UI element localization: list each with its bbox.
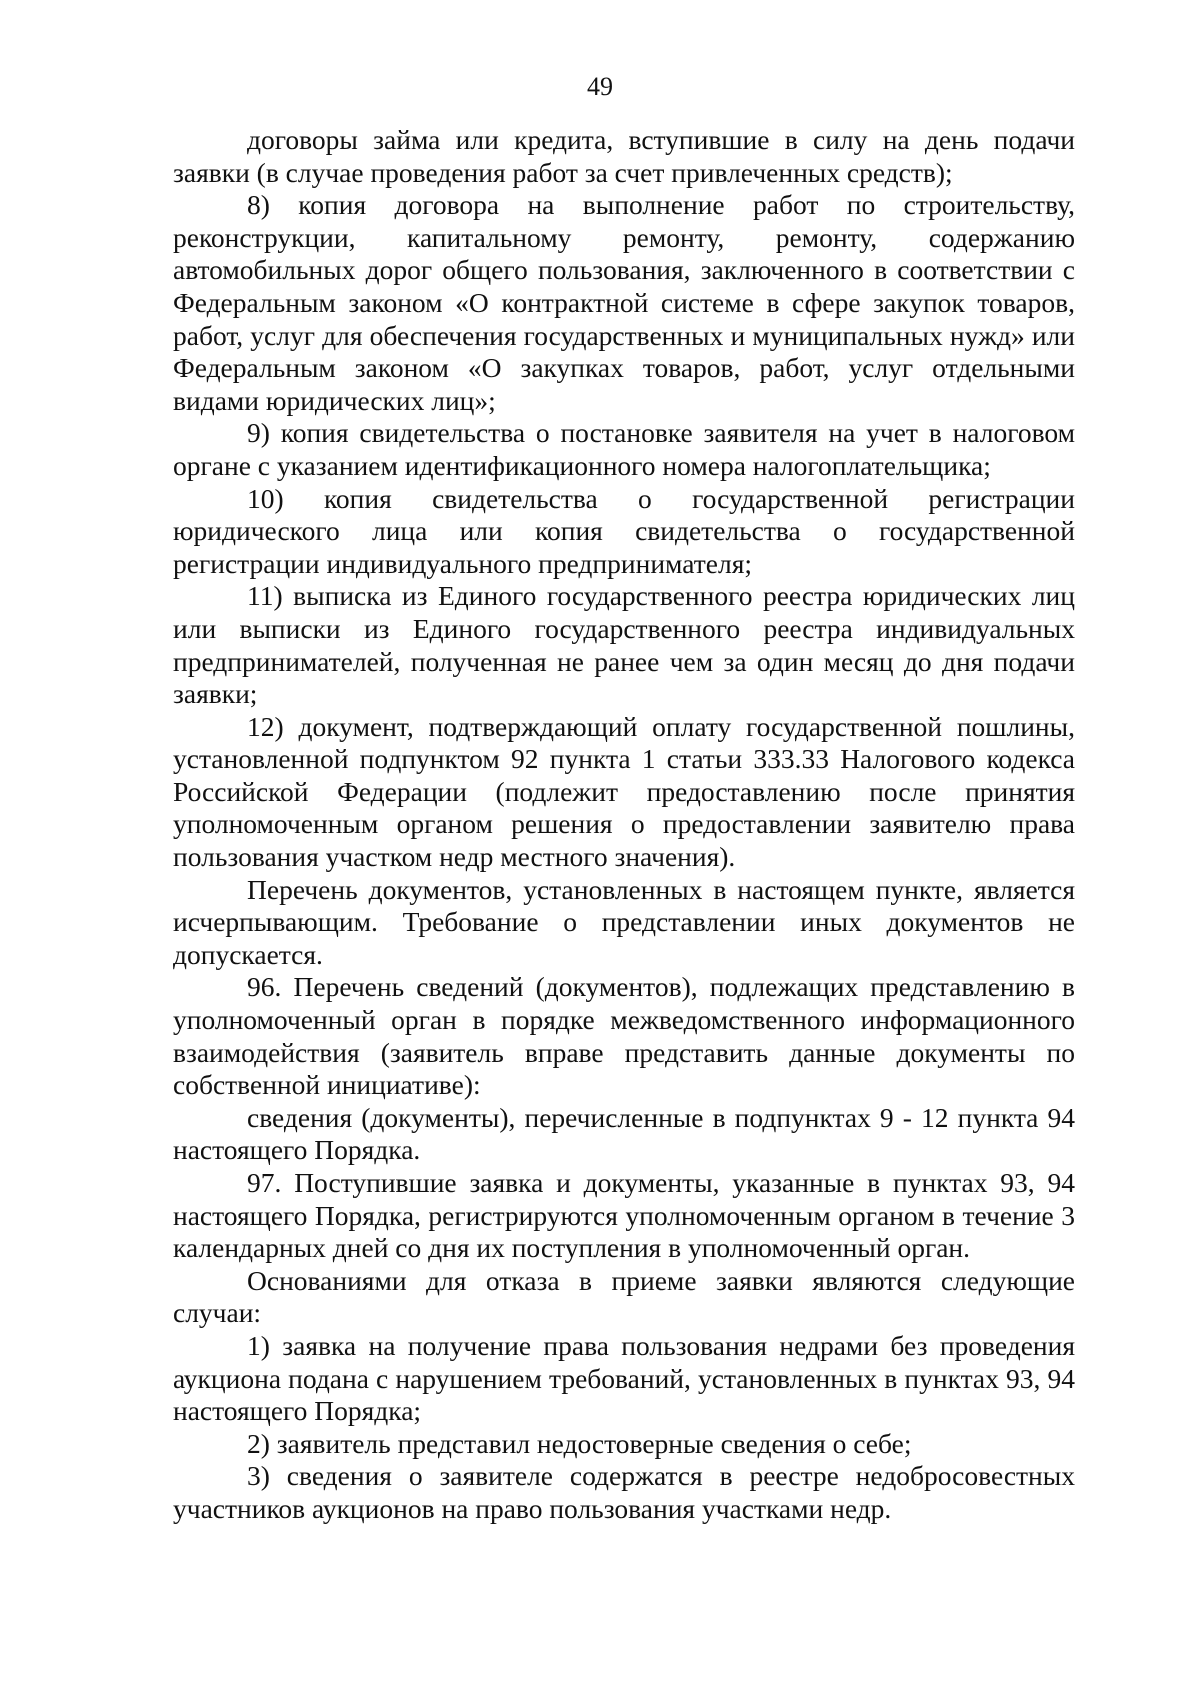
paragraph-clause-96: 96. Перечень сведений (документов), подлежащих представлению в уполномоченный орган в порядке межведомственного информационного взаимодействия (заявитель вправе представить данные документы по собственной инициативе): — [173, 971, 1075, 1101]
paragraph-item-12: 12) документ, подтверждающий оплату государственной пошлины, установленной подпунктом 92 пункта 1 статьи 333.33 Налогового кодекса Российской Федерации (подлежит предоставлению после принятия уполномоченным органом решения о предоставлении заявителю права пользования участком недр местного значения). — [173, 710, 1075, 873]
paragraph-clause-97: 97. Поступившие заявка и документы, указанные в пунктах 93, 94 настоящего Порядка, регистрируются уполномоченным органом в течение 3 календарных дней со дня их поступления в уполномоченный орган. — [173, 1167, 1075, 1264]
paragraph-refusal-grounds: Основаниями для отказа в приеме заявки являются следующие случаи: — [173, 1264, 1075, 1329]
paragraph-item-11: 11) выписка из Единого государственного реестра юридических лиц или выписки из Единого государственного реестра индивидуальных предпринимателей, полученная не ранее чем за один месяц до дня подачи заявки; — [173, 580, 1075, 710]
page-number: 49 — [587, 72, 613, 101]
paragraph-refusal-3: 3) сведения о заявителе содержатся в реестре недобросовестных участников аукционов на право пользования участками недр. — [173, 1460, 1075, 1524]
paragraph-list-exhaustive: Перечень документов, установленных в настоящем пункте, является исчерпывающим. Требование о представлении иных документов не допускается. — [173, 873, 1075, 970]
paragraph-clause-96-details: сведения (документы), перечисленные в подпунктах 9 - 12 пункта 94 настоящего Порядка. — [173, 1101, 1075, 1166]
paragraph-item-9: 9) копия свидетельства о постановке заявителя на учет в налоговом органе с указанием идентификационного номера налогоплательщика; — [173, 417, 1075, 481]
paragraph-item-10: 10) копия свидетельства о государственной регистрации юридического лица или копия свидетельства о государственной регистрации индивидуального предпринимателя; — [173, 482, 1075, 579]
paragraph-refusal-1: 1) заявка на получение права пользования недрами без проведения аукциона подана с нарушением требований, установленных в пунктах 93, 94 настоящего Порядка; — [173, 1329, 1075, 1427]
paragraph-refusal-2: 2) заявитель представил недостоверные сведения о себе; — [247, 1427, 912, 1459]
document-body — [173, 124, 1075, 1526]
paragraph-item-8: 8) копия договора на выполнение работ по строительству, реконструкции, капитальному ремонту, ремонту, содержанию автомобильных дорог общего пользования, заключенного в соответствии с Федеральным законом «О контрактной системе в сфере закупок товаров, работ, услуг для обеспечения государственных и муниципальных нужд» или Федеральным законом «О закупках товаров, работ, услуг отдельными видами юридических лиц»; — [173, 189, 1075, 416]
paragraph-loan-agreements: договоры займа или кредита, вступившие в силу на день подачи заявки (в случае проведения работ за счет привлеченных средств); — [173, 124, 1075, 188]
